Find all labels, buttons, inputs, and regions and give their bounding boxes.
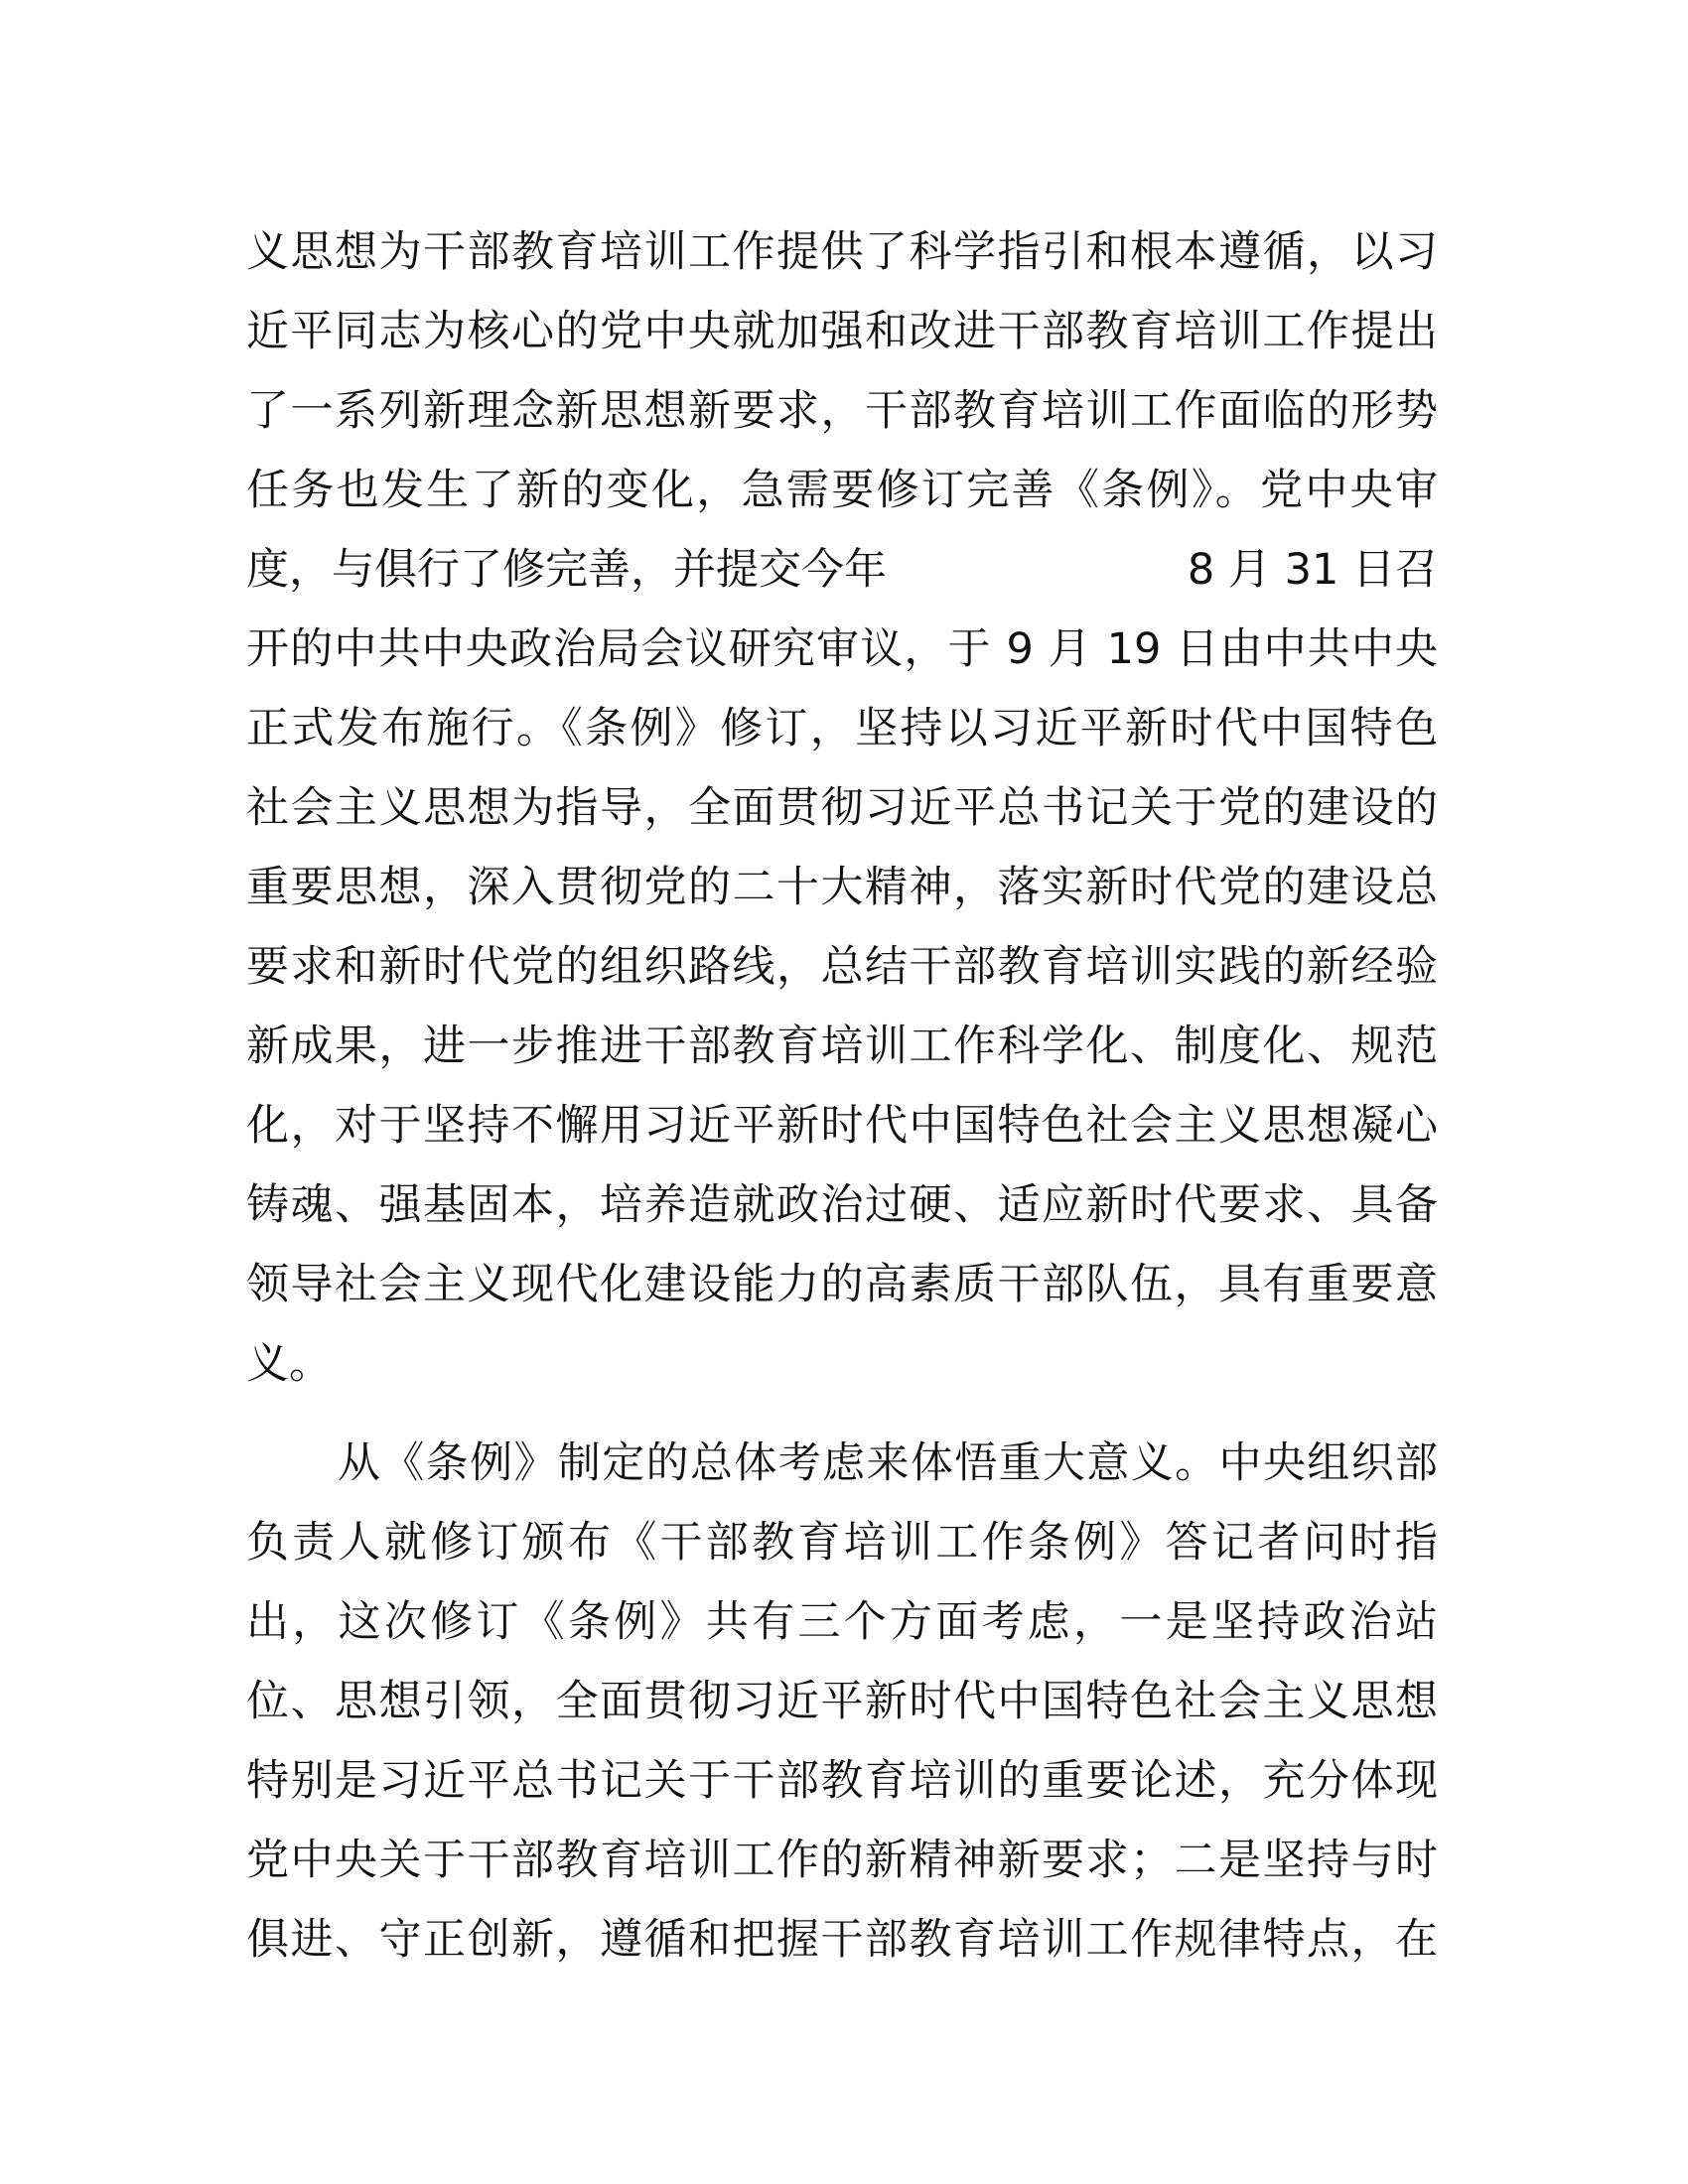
text-line: 新成果，进一步推进干部教育培训工作科学化、制度化、规范 [246,1022,1438,1071]
text-line: 重要思想，深入贯彻党的二十大精神，落实新时代党的建设总 [246,863,1438,912]
text-line: 任务也发生了新的变化，急需要修订完善《条例》。党中央审 [246,466,1438,515]
text-line: 负责人就修订颁布《干部教育培训工作条例》答记者问时指 [246,1518,1438,1568]
text-line: 社会主义思想为指导，全面贯彻习近平总书记关于党的建设的 [246,783,1438,833]
text-line: 化，对于坚持不懈用习近平新时代中国特色社会主义思想凝心 [246,1101,1438,1151]
text-line: 义思想为干部教育培训工作提供了科学指引和根本遵循，以习 [246,227,1438,277]
text-line-right: 8 月 31 日召 [1187,545,1438,595]
text-line-with-gap [246,530,1438,610]
text-line: 党中央关于干部教育培训工作的新精神新要求；二是坚持与时 [246,1836,1438,1885]
document-body [246,212,1438,1979]
text-line: 铸魂、强基固本，培养造就政治过硬、适应新时代要求、具备 [246,1180,1438,1230]
text-line: 特别是习近平总书记关于干部教育培训的重要论述，充分体现 [246,1756,1438,1806]
text-line: 近平同志为核心的党中央就加强和改进干部教育培训工作提出 [246,307,1438,356]
text-line: 俱进、守正创新，遵循和把握干部教育培训工作规律特点，在 [246,1915,1438,1965]
text-line: 领导社会主义现代化建设能力的高素质干部队伍，具有重要意 [246,1260,1438,1309]
text-line-left: 度，与俱行了修完善，并提交今年 [246,545,887,595]
text-line: 要求和新时代党的组织路线，总结干部教育培训实践的新经验 [246,942,1438,992]
paragraph-end-line: 义。 [246,1339,332,1389]
text-line: 开的中共中央政治局会议研究审议，于 9 月 19 日由中共中央 [246,624,1438,674]
paragraph-first-line: 从《条例》制定的总体考虑来体悟重大意义。中央组织部 [338,1438,1438,1488]
text-line: 正式发布施行。《条例》修订，坚持以习近平新时代中国特色 [246,704,1438,753]
text-line: 位、思想引领，全面贯彻习近平新时代中国特色社会主义思想 [246,1677,1438,1726]
text-line: 了一系列新理念新思想新要求，干部教育培训工作面临的形势 [246,386,1438,436]
text-line: 出，这次修订《条例》共有三个方面考虑，一是坚持政治站 [246,1597,1438,1647]
